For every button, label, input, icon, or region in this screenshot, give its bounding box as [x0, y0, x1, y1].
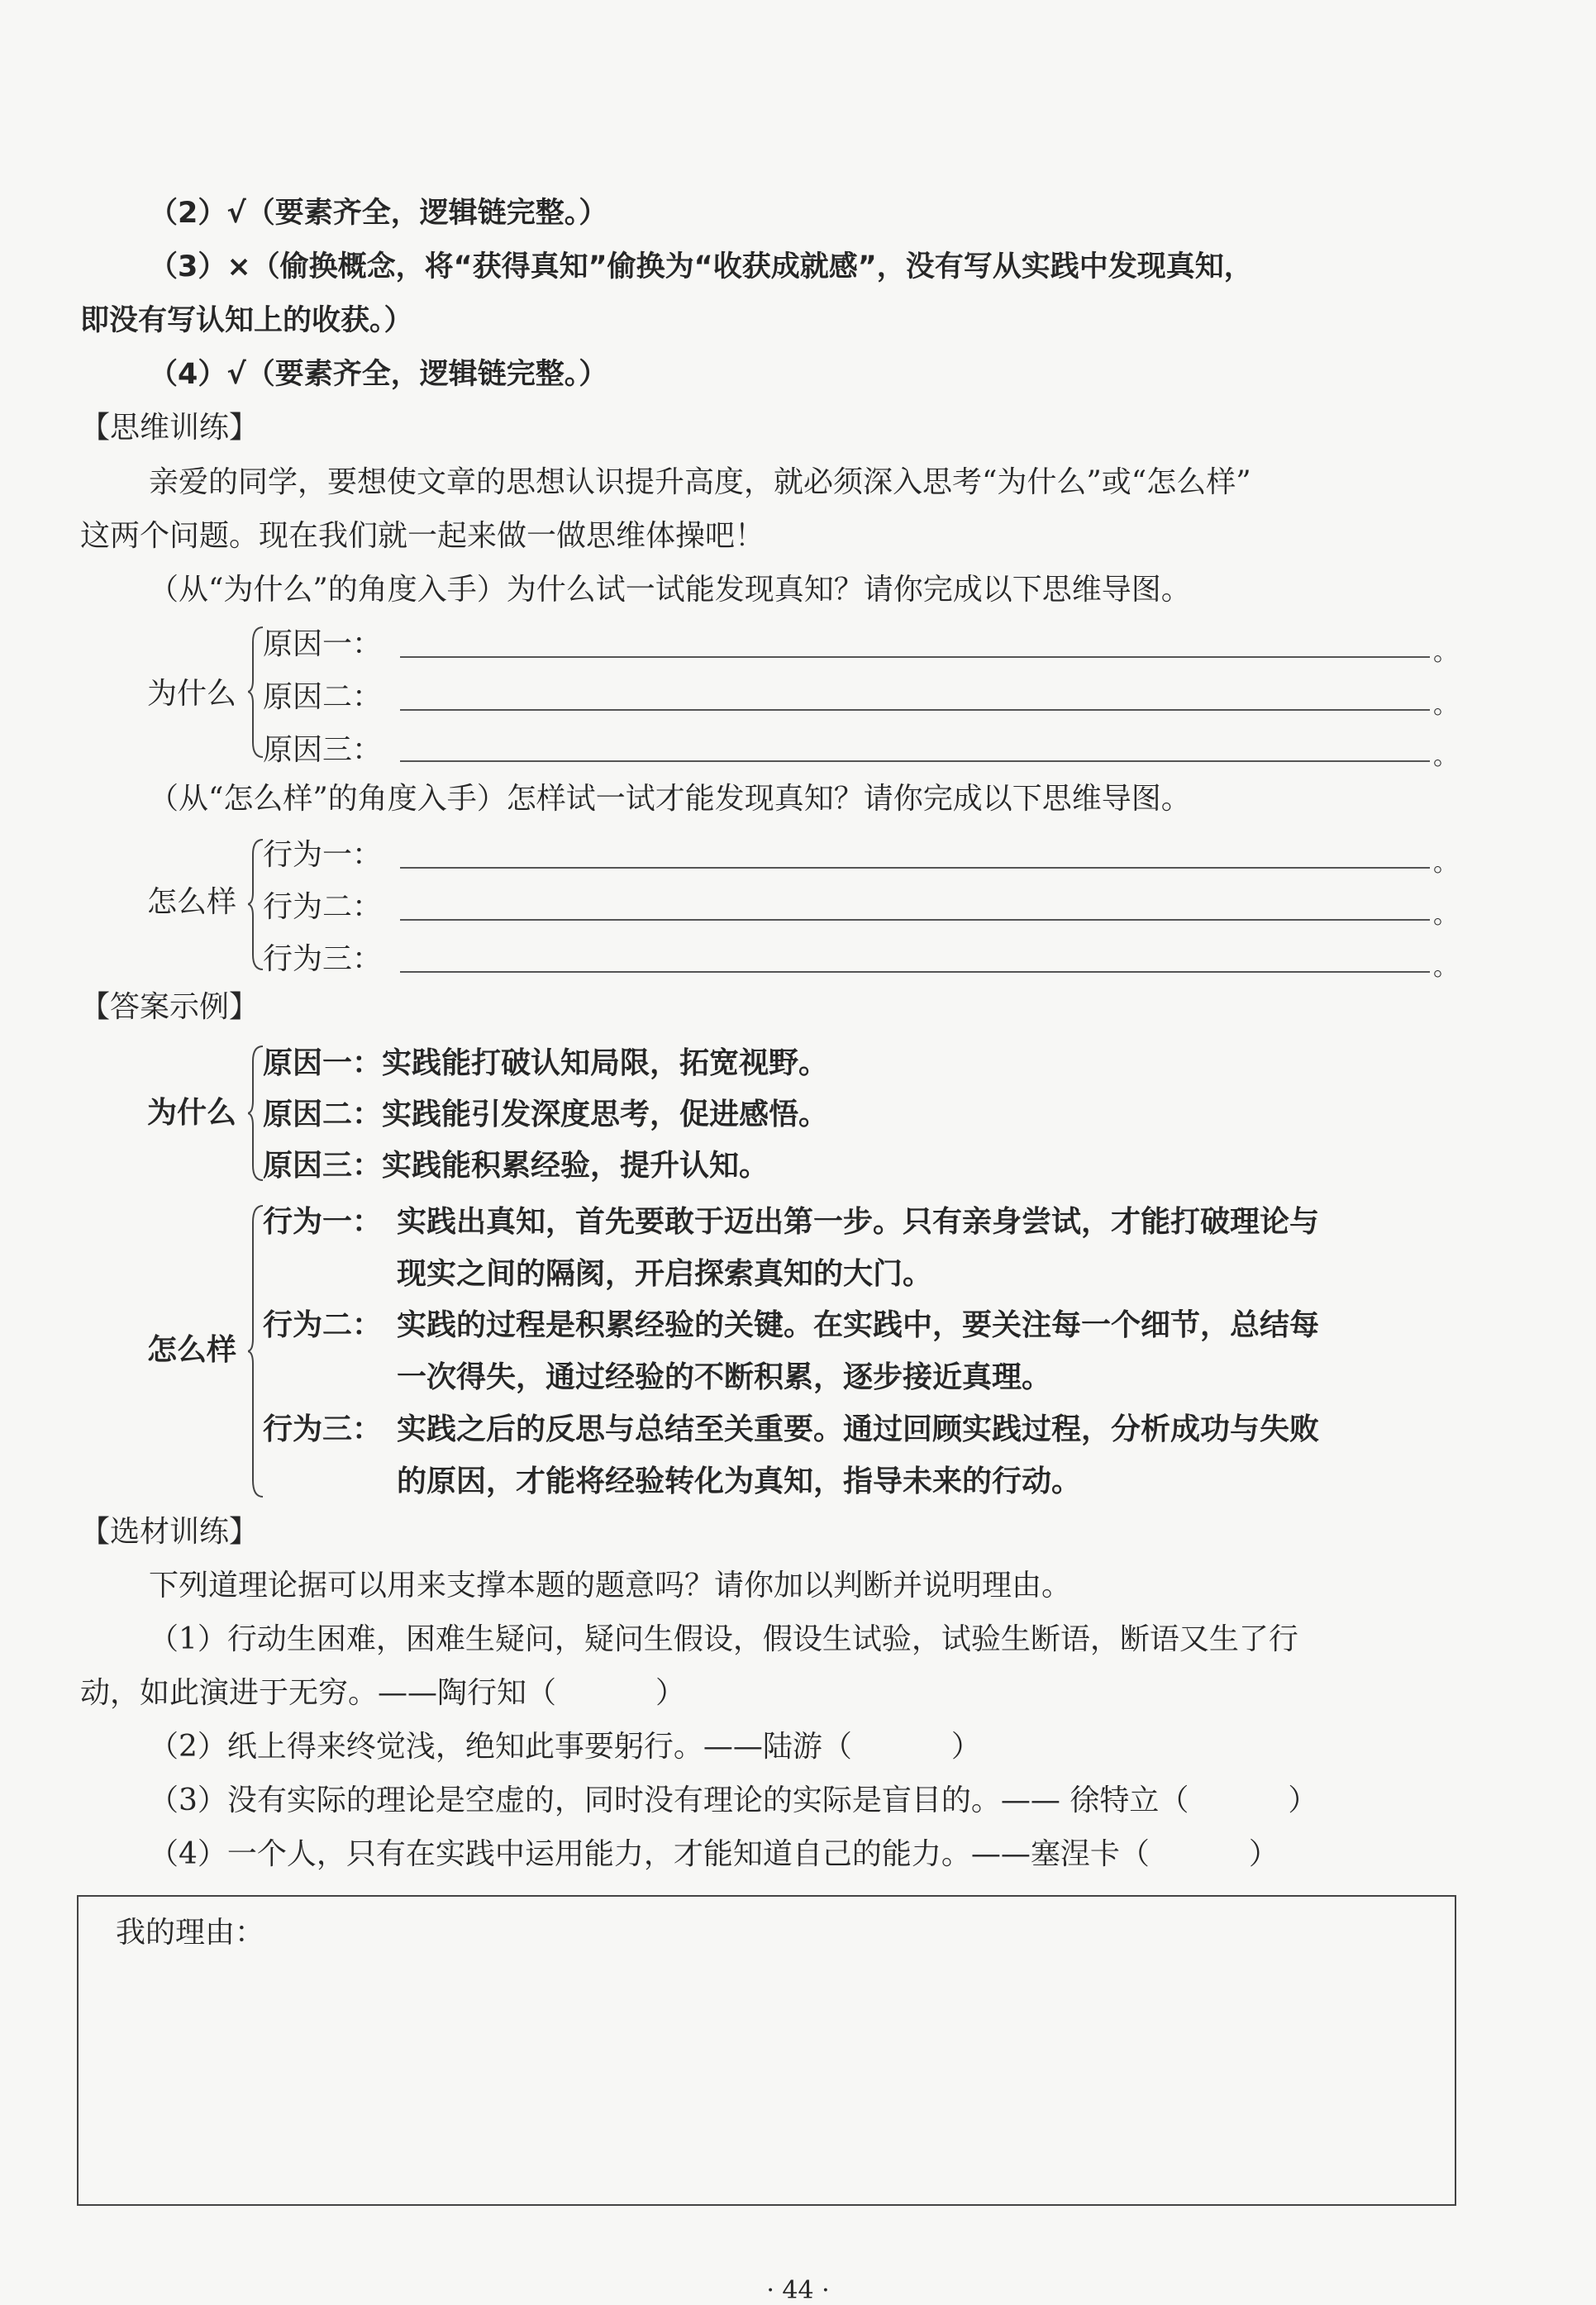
why-item-1-period: 。: [1433, 638, 1458, 667]
example-how-item-1-label: 行为一：: [263, 1205, 383, 1239]
material-q2: [149, 1729, 981, 1765]
thinking-intro-line2: 这两个问题。现在我们就一起来做一做思维体操吧！: [80, 519, 765, 553]
material-q1-line1: （1）行动生困难，困难生疑问，疑问生假设，假设生试验，试验生断语，断语又生了行: [149, 1622, 1298, 1656]
material-q4-text: （4）一个人，只有在实践中运用能力，才能知道自己的能力。——塞涅卡（: [149, 1837, 1150, 1871]
material-q1-line2: [80, 1675, 685, 1712]
material-q3-close: ）: [1288, 1784, 1318, 1817]
material-q2-text: （2）纸上得来终觉浅，绝知此事要躬行。——陆游（: [149, 1730, 852, 1764]
answer-3-line2: 即没有写认知上的收获。）: [80, 304, 413, 337]
material-q3-text: （3）没有实际的理论是空虚的，同时没有理论的实际是盲目的。—— 徐特立（: [149, 1784, 1189, 1817]
how-prompt: （从“怎么样”的角度入手）怎样试一试才能发现真知？请你完成以下思维导图。: [149, 782, 1191, 816]
example-why-item-3: 原因三：实践能积累经验，提升认知。: [263, 1149, 769, 1183]
material-q4: [149, 1836, 1279, 1873]
material-intro: 下列道理论据可以用来支撑本题的题意吗？请你加以判断并说明理由。: [149, 1569, 1072, 1603]
reason-answer-box[interactable]: [77, 1895, 1456, 2206]
material-q3: [149, 1783, 1317, 1819]
how-item-1-label: 行为一：: [263, 838, 383, 872]
why-item-2-label: 原因二：: [263, 680, 383, 714]
example-how-item-1-line1: 实践出真知，首先要敢于迈出第一步。只有亲身尝试，才能打破理论与: [397, 1205, 1320, 1239]
example-why-item-1: 原因一：实践能打破认知局限，拓宽视野。: [263, 1046, 829, 1080]
example-how-item-3-line2: 的原因，才能将经验转化为真知，指导未来的行动。: [397, 1464, 1082, 1498]
why-item-3-period: 。: [1433, 742, 1458, 771]
how-item-1-period: 。: [1433, 849, 1458, 878]
example-heading: 【答案示例】: [80, 990, 260, 1024]
why-item-2-blank[interactable]: [400, 709, 1430, 711]
answer-4: （4）√（要素齐全，逻辑链完整。）: [149, 358, 608, 391]
how-item-1-blank[interactable]: [400, 867, 1430, 869]
how-mindmap-label: 怎么样: [147, 885, 237, 919]
how-item-2-label: 行为二：: [263, 890, 383, 924]
why-prompt: （从“为什么”的角度入手）为什么试一试能发现真知？请你完成以下思维导图。: [149, 573, 1191, 607]
answer-3-line1: （3）×（偷换概念，将“获得真知”偷换为“收获成就感”，没有写从实践中发现真知，: [149, 250, 1253, 283]
material-q4-close: ）: [1248, 1837, 1279, 1871]
why-item-1-blank[interactable]: [400, 656, 1430, 658]
why-item-3-label: 原因三：: [263, 733, 383, 767]
material-q1-text: 动，如此演进于无穷。——陶行知（: [80, 1676, 557, 1710]
why-mindmap-label: 为什么: [147, 677, 237, 711]
example-how-item-2-label: 行为二：: [263, 1308, 383, 1342]
how-item-2-period: 。: [1433, 901, 1458, 930]
how-item-3-blank[interactable]: [400, 971, 1430, 973]
how-item-3-label: 行为三：: [263, 942, 383, 976]
why-item-1-label: 原因一：: [263, 627, 383, 661]
example-how-item-3-label: 行为三：: [263, 1412, 383, 1446]
example-how-item-3-line1: 实践之后的反思与总结至关重要。通过回顾实践过程，分析成功与失败: [397, 1412, 1320, 1446]
page-number: · 44 ·: [766, 2276, 830, 2305]
example-why-label: 为什么: [147, 1096, 237, 1130]
material-heading: 【选材训练】: [80, 1515, 260, 1549]
why-item-2-period: 。: [1433, 691, 1458, 720]
why-item-3-blank[interactable]: [400, 760, 1430, 762]
answer-2: （2）√（要素齐全，逻辑链完整。）: [149, 197, 608, 230]
how-item-2-blank[interactable]: [400, 919, 1430, 921]
reason-label: 我的理由：: [116, 1916, 265, 1950]
example-how-label: 怎么样: [147, 1333, 237, 1367]
material-q1-close: ）: [655, 1676, 686, 1710]
example-why-item-2: 原因二：实践能引发深度思考，促进感悟。: [263, 1098, 829, 1131]
example-how-brace-icon: [248, 1203, 266, 1500]
thinking-intro-line1: 亲爱的同学，要想使文章的思想认识提升高度，就必须深入思考“为什么”或“怎么样”: [149, 465, 1251, 499]
how-item-3-period: 。: [1433, 953, 1458, 982]
example-how-item-1-line2: 现实之间的隔阂，开启探索真知的大门。: [397, 1257, 933, 1291]
thinking-heading: 【思维训练】: [80, 411, 260, 445]
example-how-item-2-line2: 一次得失，通过经验的不断积累，逐步接近真理。: [397, 1360, 1052, 1394]
example-how-item-2-line1: 实践的过程是积累经验的关键。在实践中，要关注每一个细节，总结每: [397, 1308, 1320, 1342]
material-q2-close: ）: [950, 1730, 981, 1764]
